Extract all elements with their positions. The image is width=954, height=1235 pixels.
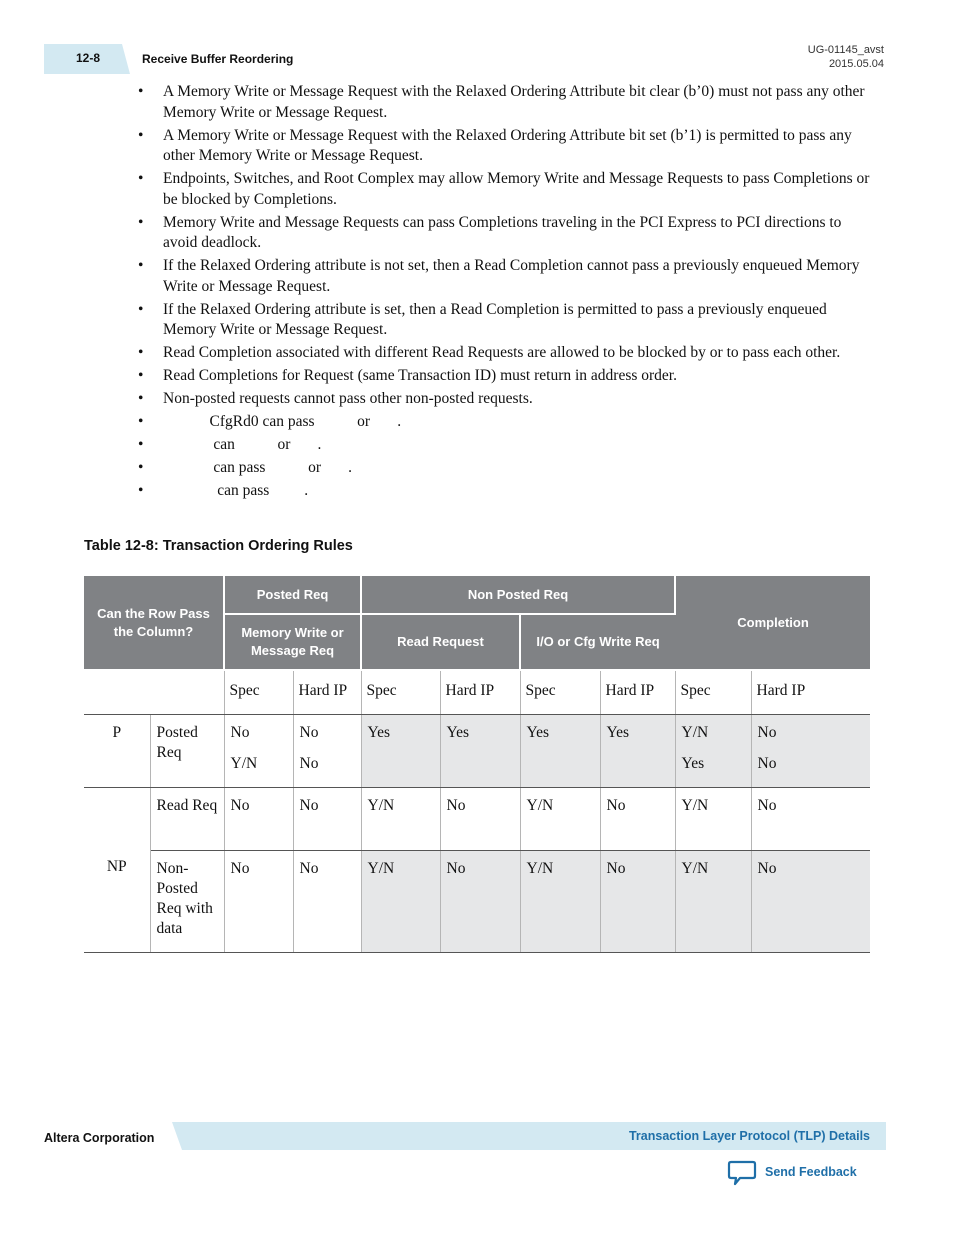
cell: Y/N bbox=[520, 788, 600, 851]
cell: Yes bbox=[600, 715, 675, 788]
ordering-rules-list bbox=[138, 82, 878, 504]
table-row bbox=[84, 788, 870, 851]
speech-bubble-icon bbox=[727, 1157, 757, 1187]
list-item: • If the Relaxed Ordering attribute is not set, then a Read Completion cannot pass a previously enqueued Memory Write or Message Request. bbox=[138, 256, 878, 297]
list-item: • Non-posted requests cannot pass other non-posted requests. bbox=[138, 389, 878, 410]
cell: No bbox=[751, 788, 870, 851]
list-item: • Read Completions for Request (same Transaction ID) must return in address order. bbox=[138, 366, 878, 387]
spec-label: Spec bbox=[361, 670, 440, 715]
non-posted-req-header: Non Posted Req bbox=[361, 576, 675, 614]
cell: Y/N bbox=[361, 851, 440, 953]
doc-id: UG-01145_avst bbox=[807, 44, 884, 56]
footer-section-link[interactable]: Transaction Layer Protocol (TLP) Details bbox=[628, 1129, 870, 1143]
spec-label: Spec bbox=[675, 670, 751, 715]
row-label: Non-Posted Req with data bbox=[150, 851, 224, 953]
list-item: • Endpoints, Switches, and Root Complex may allow Memory Write and Message Requests to pass Completions or be blocked by Completions. bbox=[138, 169, 878, 210]
transaction-ordering-table bbox=[84, 576, 870, 953]
send-feedback-link[interactable] bbox=[727, 1157, 857, 1187]
doc-date: 2015.05.04 bbox=[828, 58, 884, 70]
hard-ip-label: Hard IP bbox=[751, 670, 870, 715]
cell: No bbox=[600, 788, 675, 851]
empty-cell bbox=[84, 670, 224, 715]
cell: No No bbox=[293, 715, 361, 788]
spec-row bbox=[84, 670, 870, 715]
cell: No No bbox=[751, 715, 870, 788]
cell: No bbox=[224, 788, 293, 851]
list-item: • If the Relaxed Ordering attribute is set, then a Read Completion is permitted to pass a previously enqueued Memory Write or Message Request. bbox=[138, 300, 878, 341]
cell: Y/N bbox=[675, 851, 751, 953]
table-caption: Table 12-8: Transaction Ordering Rules bbox=[84, 538, 353, 554]
corner-header: Can the Row Pass the Column? bbox=[84, 576, 224, 670]
group-p: P bbox=[84, 715, 150, 788]
cell: No bbox=[751, 851, 870, 953]
list-item: • A Memory Write or Message Request with the Relaxed Ordering Attribute bit clear (b’0) must not pass any other Memory Write or Message Request. bbox=[138, 82, 878, 123]
memory-write-header: Memory Write or Message Req bbox=[224, 614, 361, 670]
hard-ip-label: Hard IP bbox=[600, 670, 675, 715]
cell: Y/N bbox=[675, 788, 751, 851]
page-number: 12-8 bbox=[76, 51, 101, 65]
table-row bbox=[84, 715, 870, 788]
cell: No bbox=[440, 851, 520, 953]
cell: Yes bbox=[361, 715, 440, 788]
cell: No bbox=[440, 788, 520, 851]
io-cfg-write-header: I/O or Cfg Write Req bbox=[520, 614, 675, 670]
completion-header: Completion bbox=[675, 576, 870, 670]
row-label: Posted Req bbox=[150, 715, 224, 788]
cell: Y/N bbox=[361, 788, 440, 851]
cell: No bbox=[224, 851, 293, 953]
list-item: • can pass or . bbox=[138, 458, 878, 479]
list-item: • Memory Write and Message Requests can pass Completions traveling in the PCI Express to PCI directions to avoid deadlock. bbox=[138, 213, 878, 254]
send-feedback-label: Send Feedback bbox=[765, 1165, 857, 1179]
cell: No bbox=[293, 788, 361, 851]
table-row bbox=[84, 851, 870, 953]
list-item: • A Memory Write or Message Request with the Relaxed Ordering Attribute bit set (b’1) is permitted to pass any other Memory Write or Message Request. bbox=[138, 126, 878, 167]
posted-req-header: Posted Req bbox=[224, 576, 361, 614]
doc-meta bbox=[808, 43, 884, 71]
list-item: • CfgRd0 can pass or . bbox=[138, 412, 878, 433]
cell: No bbox=[600, 851, 675, 953]
cell: Y/N Yes bbox=[675, 715, 751, 788]
read-request-header: Read Request bbox=[361, 614, 520, 670]
cell: Y/N bbox=[520, 851, 600, 953]
list-item: • can or . bbox=[138, 435, 878, 456]
hard-ip-label: Hard IP bbox=[440, 670, 520, 715]
cell: Yes bbox=[520, 715, 600, 788]
list-item: • can pass . bbox=[138, 481, 878, 502]
group-np: NP bbox=[84, 788, 150, 953]
hard-ip-label: Hard IP bbox=[293, 670, 361, 715]
cell: No Y/N bbox=[224, 715, 293, 788]
company-name: Altera Corporation bbox=[44, 1131, 155, 1145]
spec-label: Spec bbox=[520, 670, 600, 715]
spec-label: Spec bbox=[224, 670, 293, 715]
section-title: Receive Buffer Reordering bbox=[142, 52, 294, 66]
cell: No bbox=[293, 851, 361, 953]
cell: Yes bbox=[440, 715, 520, 788]
list-item: • Read Completion associated with different Read Requests are allowed to be blocked by or to pass each other. bbox=[138, 343, 878, 364]
row-label: Read Req bbox=[150, 788, 224, 851]
